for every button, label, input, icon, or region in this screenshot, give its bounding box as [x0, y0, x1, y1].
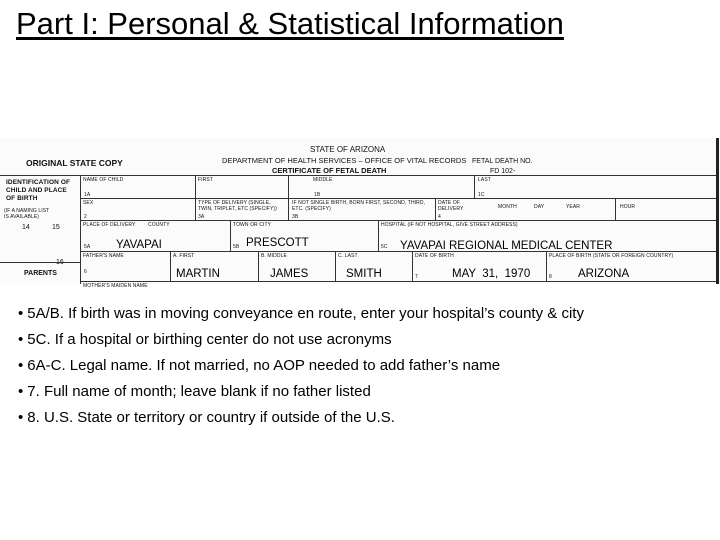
b-middle-label: B. MIDDLE: [261, 253, 287, 259]
parents-label: PARENTS: [24, 270, 57, 277]
identification-label: [6, 179, 70, 203]
instruction-text: 7. Full name of month; leave blank if no father listed: [27, 383, 371, 400]
form-rule: [80, 251, 716, 252]
field-number-5a: 5A: [84, 244, 91, 250]
hour-label: HOUR: [620, 204, 636, 210]
sex-label: SEX: [83, 200, 94, 206]
form-rule: [288, 175, 289, 221]
bullet-icon: •: [18, 331, 24, 348]
field-number-8: 8: [549, 274, 552, 280]
hospital-label: HOSPITAL (IF NOT HOSPITAL, GIVE STREET ADDRESS): [381, 222, 518, 228]
name-of-child-label: NAME OF CHILD: [83, 177, 124, 183]
bullet-icon: •: [18, 305, 24, 322]
instruction-text: 5C. If a hospital or birthing center do not use acronyms: [27, 331, 392, 348]
father-last-value: SMITH: [346, 268, 382, 280]
form-rule: [378, 220, 379, 251]
page-title: Part I: Personal & Statistical Information: [16, 6, 564, 41]
month-label: MONTH: [498, 204, 517, 210]
city-value: PRESCOTT: [246, 237, 309, 249]
form-code: FD 102-: [490, 168, 516, 175]
day-label: DAY: [534, 204, 545, 210]
form-rule: [412, 251, 413, 282]
field-number-5b: 5B: [233, 244, 240, 250]
mothers-maiden-name-label: MOTHER'S MAIDEN NAME: [83, 283, 148, 289]
form-rule: [615, 198, 616, 221]
field-number-3b: 3B: [292, 214, 299, 220]
form-rule: [546, 251, 547, 282]
county-label: COUNTY: [148, 222, 170, 228]
c-last-label: C. LAST: [338, 253, 358, 259]
place-of-birth-label: PLACE OF BIRTH (STATE OR FOREIGN COUNTRY): [549, 253, 674, 259]
if-naming-line-1: (IF A NAMING LIST: [4, 208, 50, 214]
field-number-15: 15: [52, 224, 60, 231]
state-of-arizona: STATE OF ARIZONA: [310, 145, 386, 154]
a-first-label: A. FIRST: [173, 253, 195, 259]
if-multiple-label: IF NOT SINGLE BIRTH, BORN FIRST, SECOND, THIRD, ETC. (SPECIFY): [292, 200, 426, 212]
instruction-text: 8. U.S. State or territory or country if outside of the U.S.: [27, 409, 395, 426]
bullet-icon: •: [18, 357, 24, 374]
father-first-value: MARTIN: [176, 268, 220, 280]
middle-label: MIDDLE: [313, 177, 333, 183]
form-rule: [0, 175, 716, 176]
identification-line-2: CHILD AND PLACE: [6, 187, 67, 194]
form-rule: [170, 251, 171, 282]
first-label: FIRST: [198, 177, 213, 183]
if-naming-label: [4, 208, 49, 220]
field-number-5c: 5C: [381, 244, 388, 250]
field-number-6: 6: [84, 269, 87, 275]
form-rule: [80, 175, 81, 284]
instruction-list: [18, 304, 708, 434]
county-value: YAVAPAI: [116, 239, 162, 251]
field-number-1a: 1A: [84, 192, 91, 198]
field-number-2: 2: [84, 214, 87, 220]
place-of-delivery-label: PLACE OF DELIVERY: [83, 222, 136, 228]
field-number-1c: 1C: [478, 192, 485, 198]
identification-line-1: IDENTIFICATION OF: [6, 179, 71, 186]
instruction-text: 5A/B. If birth was in moving conveyance en route, enter your hospital’s county & city: [27, 305, 584, 322]
father-birthplace-value: ARIZONA: [578, 268, 630, 280]
fathers-name-label: FATHER'S NAME: [83, 253, 124, 259]
department-line: DEPARTMENT OF HEALTH SERVICES – OFFICE OF VITAL RECORDS: [222, 156, 467, 165]
last-label: LAST: [478, 177, 491, 183]
instruction-item: [18, 356, 708, 382]
field-number-4: 4: [438, 214, 441, 220]
form-rule: [230, 220, 231, 251]
form-rule: [195, 175, 196, 221]
form-rule: [335, 251, 336, 282]
father-middle-value: JAMES: [270, 268, 309, 280]
original-state-copy: ORIGINAL STATE COPY: [26, 158, 123, 168]
year-label: YEAR: [566, 204, 581, 210]
hospital-value: YAVAPAI REGIONAL MEDICAL CENTER: [400, 240, 613, 252]
form-rule: [0, 262, 80, 263]
instruction-item: [18, 382, 708, 408]
form-rule: [80, 198, 716, 199]
field-number-1b: 1B: [314, 192, 321, 198]
instruction-item: [18, 408, 708, 434]
field-number-3a: 3A: [198, 214, 205, 220]
form-rule: [258, 251, 259, 282]
date-of-birth-label: DATE OF BIRTH: [415, 253, 454, 259]
fetal-death-certificate-form: [0, 138, 719, 289]
bullet-icon: •: [18, 409, 24, 426]
instruction-item: [18, 330, 708, 356]
form-rule: [474, 175, 475, 198]
form-rule: [435, 198, 436, 221]
instruction-item: [18, 304, 708, 330]
field-number-14: 14: [22, 224, 30, 231]
bullet-icon: •: [18, 383, 24, 400]
instruction-text: 6A-C. Legal name. If not married, no AOP needed to add father’s name: [27, 357, 501, 374]
type-of-delivery-label: TYPE OF DELIVERY (SINGLE, TWIN, TRIPLET, ETC (SPECIFY)): [198, 200, 277, 212]
form-rule: [80, 220, 716, 221]
field-number-7: 7: [415, 274, 418, 280]
identification-line-3: OF BIRTH: [6, 195, 38, 202]
form-rule: [80, 281, 716, 282]
fetal-death-number-label: FETAL DEATH NO.: [472, 158, 533, 165]
if-naming-line-2: IS AVAILABLE): [4, 214, 40, 220]
town-or-city-label: TOWN OR CITY: [233, 222, 272, 228]
certificate-title: CERTIFICATE OF FETAL DEATH: [272, 166, 387, 175]
father-dob-value: MAY 31, 1970: [452, 268, 531, 280]
date-of-delivery-label: DATE OF DELIVERY: [438, 200, 464, 212]
